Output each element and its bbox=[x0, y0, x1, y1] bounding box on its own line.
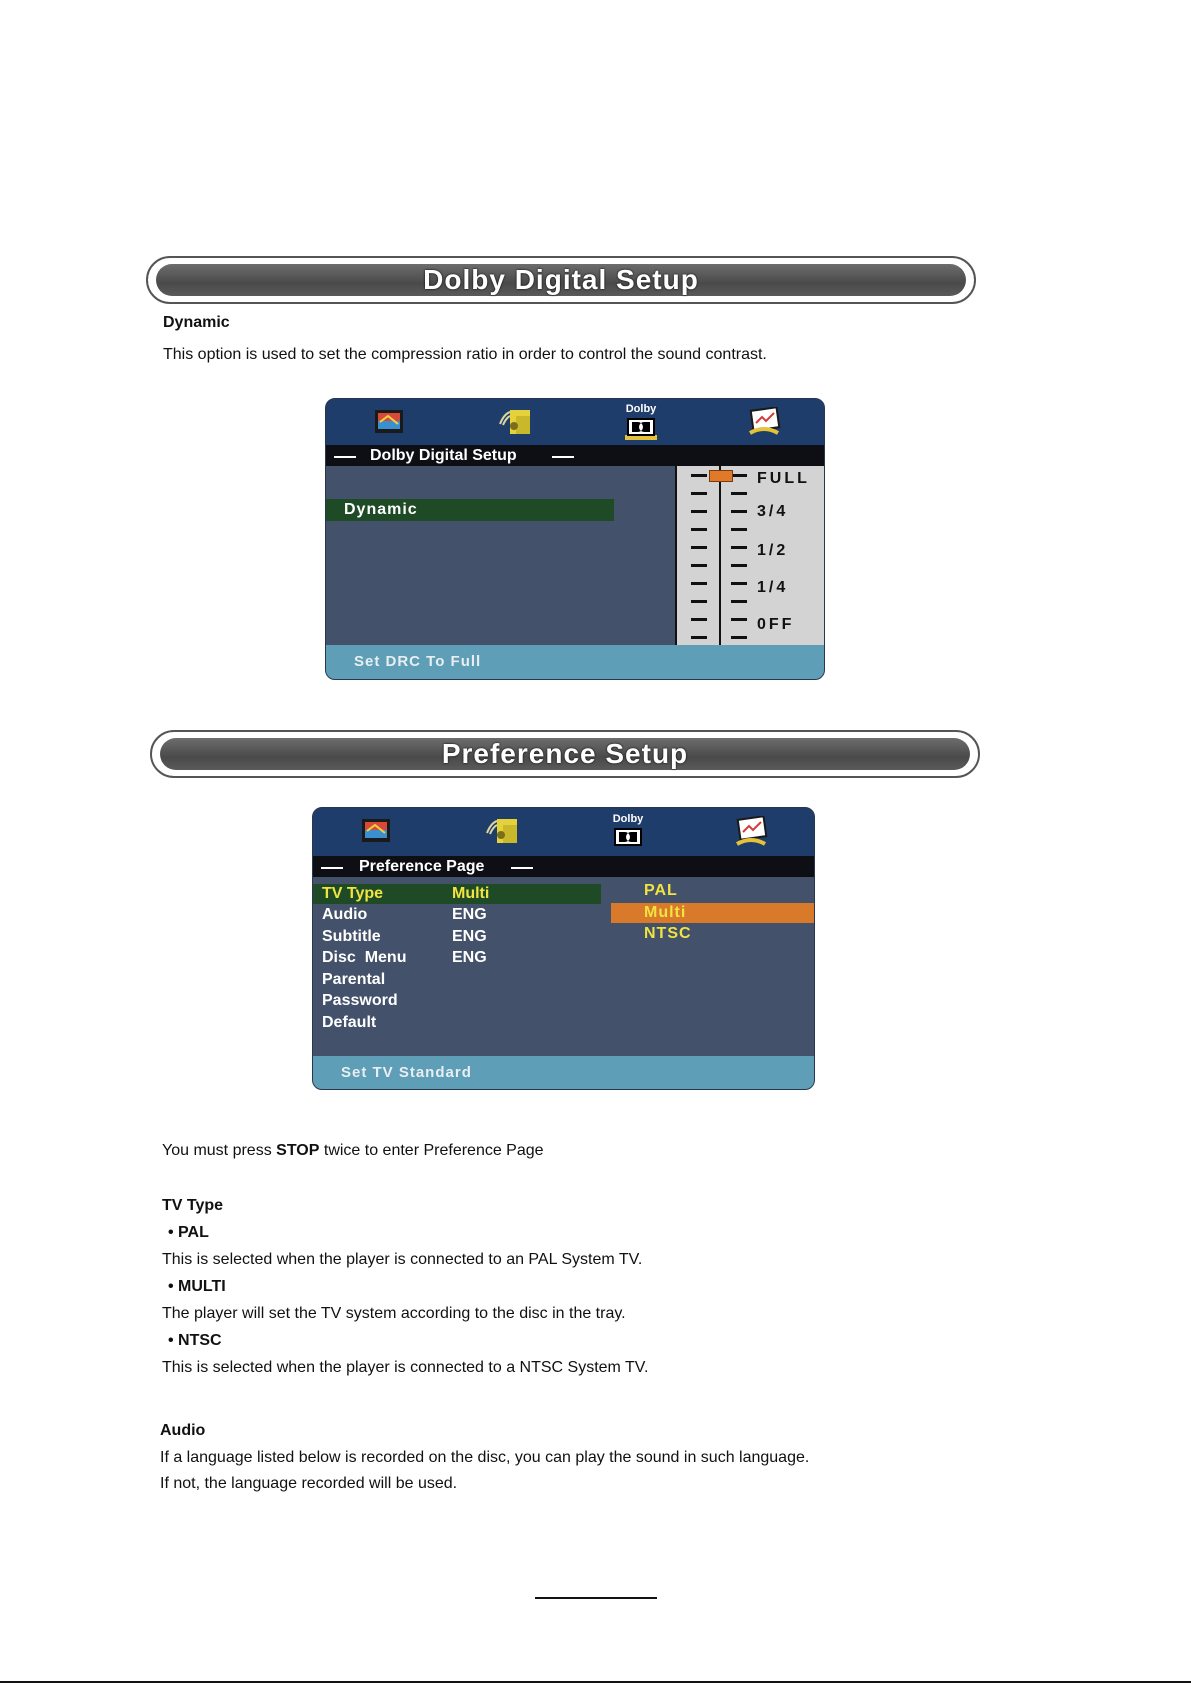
stop-key: STOP bbox=[276, 1142, 320, 1159]
level-3-4[interactable]: 3/4 bbox=[757, 503, 789, 520]
tick bbox=[691, 636, 707, 639]
tick bbox=[731, 492, 747, 495]
section-title-preference: Preference Setup bbox=[160, 738, 970, 770]
section-header-dolby bbox=[146, 256, 976, 304]
stop-post: twice to enter Preference Page bbox=[319, 1142, 544, 1159]
menu-item-disc-menu[interactable]: Disc Menu bbox=[322, 949, 407, 966]
title-bar-dash-right bbox=[552, 456, 574, 458]
dolby-icon-label: Dolby bbox=[625, 403, 657, 415]
menu-value-disc-menu: ENG bbox=[452, 949, 487, 966]
osd-status-bar bbox=[313, 1056, 814, 1089]
preference-setup-screen bbox=[312, 807, 815, 1090]
tick bbox=[731, 600, 747, 603]
osd-icon-bar bbox=[326, 399, 824, 445]
tick bbox=[691, 546, 707, 549]
menu-item-dynamic[interactable] bbox=[326, 499, 614, 521]
ntsc-text: This is selected when the player is connected to a NTSC System TV. bbox=[162, 1359, 649, 1376]
dolby-dd-icon bbox=[611, 827, 645, 849]
pal-bullet: • PAL bbox=[168, 1224, 209, 1241]
osd-title: Dolby Digital Setup bbox=[370, 447, 517, 464]
option-pal[interactable]: PAL bbox=[644, 882, 678, 899]
dolby-dd-icon bbox=[624, 417, 658, 441]
menu-item-password[interactable]: Password bbox=[322, 992, 398, 1009]
level-off[interactable]: 0FF bbox=[757, 616, 795, 633]
tick bbox=[731, 546, 747, 549]
audio-text-1: If a language listed below is recorded on the disc, you can play the sound in such language. bbox=[160, 1449, 810, 1466]
audio-heading: Audio bbox=[160, 1422, 206, 1439]
menu-value-audio: ENG bbox=[452, 906, 487, 923]
option-multi-highlight[interactable] bbox=[611, 903, 814, 923]
multi-text: The player will set the TV system according to the disc in the tray. bbox=[162, 1305, 626, 1322]
slider-left-border bbox=[675, 466, 677, 645]
multi-bullet: • MULTI bbox=[168, 1278, 226, 1295]
dynamic-heading: Dynamic bbox=[163, 314, 230, 331]
menu-item-tv-type[interactable]: TV Type bbox=[322, 885, 384, 902]
menu-item-dynamic-label: Dynamic bbox=[344, 501, 418, 518]
audio-setup-icon[interactable] bbox=[498, 406, 534, 438]
tick bbox=[731, 582, 747, 585]
tick bbox=[691, 492, 707, 495]
dolby-setup-icon[interactable] bbox=[607, 813, 649, 853]
general-setup-icon[interactable] bbox=[361, 817, 391, 845]
tick bbox=[731, 528, 747, 531]
stop-instruction bbox=[162, 1142, 544, 1160]
tick bbox=[691, 564, 707, 567]
tick bbox=[731, 510, 747, 513]
level-1-4[interactable]: 1/4 bbox=[757, 579, 789, 596]
tick bbox=[731, 618, 747, 621]
tick bbox=[691, 474, 707, 477]
section-header-preference bbox=[150, 730, 980, 778]
osd-icon-bar bbox=[313, 808, 814, 856]
title-bar-dash-left bbox=[321, 867, 343, 869]
drc-level-panel bbox=[675, 466, 824, 645]
tick bbox=[691, 510, 707, 513]
menu-item-subtitle[interactable]: Subtitle bbox=[322, 928, 381, 945]
preference-setup-icon[interactable] bbox=[733, 816, 769, 848]
tick bbox=[691, 582, 707, 585]
title-bar-dash-left bbox=[334, 456, 356, 458]
menu-item-parental[interactable]: Parental bbox=[322, 971, 386, 988]
tick bbox=[731, 636, 747, 639]
slider-thumb[interactable] bbox=[709, 470, 733, 482]
osd-title-bar bbox=[313, 856, 814, 877]
option-multi: Multi bbox=[644, 904, 687, 921]
audio-setup-icon[interactable] bbox=[485, 815, 521, 847]
level-full[interactable]: FULL bbox=[757, 470, 810, 487]
dolby-setup-icon[interactable] bbox=[620, 403, 662, 443]
osd-title-bar bbox=[326, 445, 824, 466]
pal-text: This is selected when the player is connected to an PAL System TV. bbox=[162, 1251, 643, 1268]
tick bbox=[691, 600, 707, 603]
menu-item-audio[interactable]: Audio bbox=[322, 906, 368, 923]
tick bbox=[731, 474, 747, 477]
bottom-edge-rule bbox=[0, 1681, 1191, 1683]
tick bbox=[691, 528, 707, 531]
menu-value-tv-type: Multi bbox=[452, 885, 490, 902]
tick bbox=[731, 564, 747, 567]
osd-status-bar bbox=[326, 645, 824, 679]
general-setup-icon[interactable] bbox=[374, 408, 404, 436]
osd-status-text: Set TV Standard bbox=[341, 1064, 472, 1081]
option-ntsc[interactable]: NTSC bbox=[644, 925, 692, 942]
osd-title: Preference Page bbox=[359, 858, 485, 875]
title-bar-dash-right bbox=[511, 867, 533, 869]
level-1-2[interactable]: 1/2 bbox=[757, 542, 789, 559]
preference-setup-icon[interactable] bbox=[746, 407, 782, 437]
dynamic-description: This option is used to set the compression ratio in order to control the sound contrast. bbox=[163, 346, 767, 363]
tick bbox=[691, 618, 707, 621]
ntsc-bullet: • NTSC bbox=[168, 1332, 222, 1349]
audio-text-2: If not, the language recorded will be used. bbox=[160, 1475, 458, 1492]
menu-item-default[interactable]: Default bbox=[322, 1014, 377, 1031]
osd-status-text: Set DRC To Full bbox=[354, 653, 482, 670]
page-number-rule bbox=[535, 1597, 657, 1599]
dolby-icon-label: Dolby bbox=[612, 813, 644, 825]
dolby-setup-screen bbox=[325, 398, 825, 680]
stop-pre: You must press bbox=[162, 1142, 277, 1159]
tvtype-heading: TV Type bbox=[162, 1197, 224, 1214]
menu-value-subtitle: ENG bbox=[452, 928, 487, 945]
section-title-dolby: Dolby Digital Setup bbox=[156, 264, 966, 296]
slider-track bbox=[719, 466, 721, 645]
